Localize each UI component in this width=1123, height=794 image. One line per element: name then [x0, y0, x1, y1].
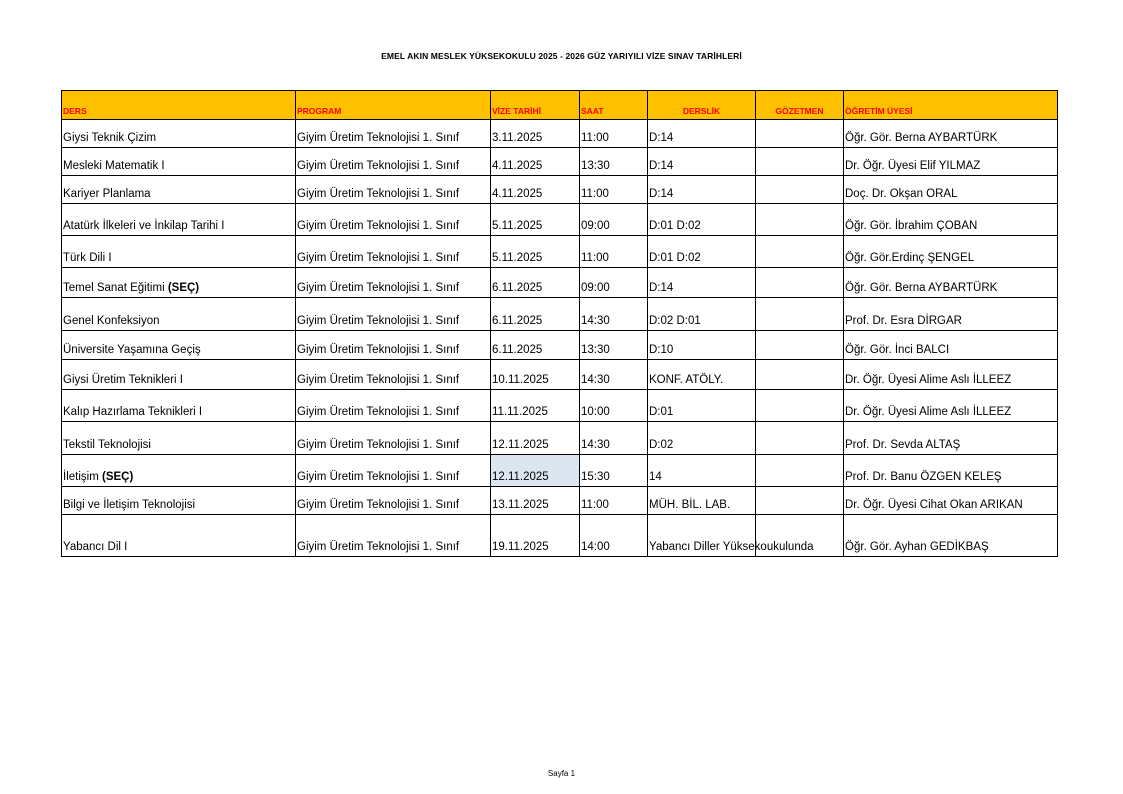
header-ders: DERS	[62, 91, 296, 120]
cell-program: Giyim Üretim Teknolojisi 1. Sınıf	[296, 268, 491, 298]
cell-gozetmen	[756, 298, 844, 331]
page-footer: Sayfa 1	[547, 769, 576, 778]
ders-text: Giysi Üretim Teknikleri I	[63, 374, 183, 386]
cell-ogretim: Öğr. Gör. Berna AYBARTÜRK	[844, 268, 1058, 298]
cell-saat: 14:30	[580, 298, 648, 331]
cell-ders	[62, 331, 296, 360]
header-row	[62, 91, 1058, 120]
cell-ders	[62, 455, 296, 487]
sec-marker: (SEÇ)	[101, 471, 134, 483]
cell-saat: 13:30	[580, 148, 648, 176]
cell-program: Giyim Üretim Teknolojisi 1. Sınıf	[296, 298, 491, 331]
cell-ogretim: Öğr. Gör. Berna AYBARTÜRK	[844, 120, 1058, 148]
cell-gozetmen	[756, 204, 844, 236]
cell-tarih: 6.11.2025	[491, 331, 580, 360]
table-row	[62, 515, 1058, 557]
ders-text: Temel Sanat Eğitimi	[63, 282, 168, 294]
cell-saat: 14:30	[580, 360, 648, 390]
cell-saat: 11:00	[580, 176, 648, 204]
header-vize-tarihi: VİZE TARİHİ	[491, 91, 580, 120]
cell-tarih: 4.11.2025	[491, 176, 580, 204]
table-row	[62, 236, 1058, 268]
cell-saat: 09:00	[580, 268, 648, 298]
cell-tarih: 11.11.2025	[491, 390, 580, 422]
cell-ders	[62, 236, 296, 268]
cell-program: Giyim Üretim Teknolojisi 1. Sınıf	[296, 148, 491, 176]
ders-text: Bilgi ve İletişim Teknolojisi	[63, 499, 196, 511]
cell-tarih: 6.11.2025	[491, 268, 580, 298]
cell-derslik: D:14	[648, 148, 756, 176]
cell-tarih: 10.11.2025	[491, 360, 580, 390]
cell-gozetmen	[756, 422, 844, 455]
cell-program: Giyim Üretim Teknolojisi 1. Sınıf	[296, 176, 491, 204]
ders-text: Üniversite Yaşamına Geçiş	[63, 344, 201, 356]
cell-program: Giyim Üretim Teknolojisi 1. Sınıf	[296, 487, 491, 515]
ders-text: Mesleki Matematik I	[63, 160, 165, 172]
cell-gozetmen	[756, 390, 844, 422]
cell-derslik: Yabancı Diller Yüksekoukulunda	[648, 515, 756, 557]
cell-ogretim: Dr. Öğr. Üyesi Elif YILMAZ	[844, 148, 1058, 176]
cell-derslik: D:02 D:01	[648, 298, 756, 331]
cell-saat: 14:30	[580, 422, 648, 455]
cell-ders	[62, 176, 296, 204]
cell-saat: 15:30	[580, 455, 648, 487]
ders-text: Kariyer Planlama	[63, 188, 151, 200]
cell-program: Giyim Üretim Teknolojisi 1. Sınıf	[296, 331, 491, 360]
sec-marker: (SEÇ)	[167, 282, 200, 294]
cell-derslik: MÜH. BİL. LAB.	[648, 487, 756, 515]
cell-ders	[62, 268, 296, 298]
cell-gozetmen	[756, 487, 844, 515]
cell-program: Giyim Üretim Teknolojisi 1. Sınıf	[296, 120, 491, 148]
cell-tarih-highlighted: 12.11.2025	[491, 455, 580, 487]
cell-program: Giyim Üretim Teknolojisi 1. Sınıf	[296, 515, 491, 557]
cell-gozetmen	[756, 148, 844, 176]
cell-ders	[62, 204, 296, 236]
cell-ders	[62, 390, 296, 422]
table-row	[62, 148, 1058, 176]
cell-ogretim: Öğr. Gör. İnci BALCI	[844, 331, 1058, 360]
cell-saat: 09:00	[580, 204, 648, 236]
cell-saat: 11:00	[580, 487, 648, 515]
cell-tarih: 6.11.2025	[491, 298, 580, 331]
table-row	[62, 487, 1058, 515]
cell-derslik: D:14	[648, 120, 756, 148]
ders-text: Genel Konfeksiyon	[63, 315, 160, 327]
table-row	[62, 455, 1058, 487]
ders-text: Atatürk İlkeleri ve İnkilap Tarihi I	[63, 220, 225, 232]
ders-text: Tekstil Teknolojisi	[63, 439, 151, 451]
cell-saat: 13:30	[580, 331, 648, 360]
cell-ogretim: Dr. Öğr. Üyesi Alime Aslı İLLEEZ	[844, 390, 1058, 422]
cell-saat: 14:00	[580, 515, 648, 557]
ders-text: Türk Dili I	[63, 252, 112, 264]
table-row	[62, 268, 1058, 298]
cell-derslik: D:02	[648, 422, 756, 455]
ders-text: İletişim	[63, 471, 102, 483]
header-gozetmen: GÖZETMEN	[756, 91, 844, 120]
document-title: EMEL AKIN MESLEK YÜKSEKOKULU 2025 - 2026 GÜZ YARIYILI VİZE SINAV TARİHLERİ	[381, 51, 742, 61]
cell-ders	[62, 120, 296, 148]
cell-tarih: 3.11.2025	[491, 120, 580, 148]
cell-derslik: D:14	[648, 268, 756, 298]
cell-ogretim: Dr. Öğr. Üyesi Cihat Okan ARIKAN	[844, 487, 1058, 515]
cell-tarih: 5.11.2025	[491, 236, 580, 268]
cell-gozetmen	[756, 176, 844, 204]
cell-ders	[62, 148, 296, 176]
table-row	[62, 360, 1058, 390]
cell-derslik: D:10	[648, 331, 756, 360]
cell-gozetmen	[756, 331, 844, 360]
cell-gozetmen	[756, 120, 844, 148]
cell-derslik: D:01 D:02	[648, 204, 756, 236]
cell-gozetmen	[756, 268, 844, 298]
cell-ogretim: Prof. Dr. Sevda ALTAŞ	[844, 422, 1058, 455]
cell-program: Giyim Üretim Teknolojisi 1. Sınıf	[296, 390, 491, 422]
ders-text: Kalıp Hazırlama Teknikleri I	[63, 406, 203, 418]
cell-ogretim: Prof. Dr. Banu ÖZGEN KELEŞ	[844, 455, 1058, 487]
cell-derslik: D:01	[648, 390, 756, 422]
table-row	[62, 331, 1058, 360]
cell-tarih: 13.11.2025	[491, 487, 580, 515]
ders-text: Yabancı Dil I	[63, 541, 128, 553]
header-saat: SAAT	[580, 91, 648, 120]
cell-ders	[62, 360, 296, 390]
cell-gozetmen	[756, 236, 844, 268]
cell-saat: 11:00	[580, 236, 648, 268]
cell-ogretim: Öğr. Gör. Ayhan GEDİKBAŞ	[844, 515, 1058, 557]
cell-tarih: 19.11.2025	[491, 515, 580, 557]
header-program: PROGRAM	[296, 91, 491, 120]
cell-program: Giyim Üretim Teknolojisi 1. Sınıf	[296, 422, 491, 455]
cell-derslik: KONF. ATÖLY.	[648, 360, 756, 390]
cell-ders	[62, 298, 296, 331]
table-row	[62, 176, 1058, 204]
table-row	[62, 390, 1058, 422]
cell-program: Giyim Üretim Teknolojisi 1. Sınıf	[296, 455, 491, 487]
cell-ogretim: Prof. Dr. Esra DİRGAR	[844, 298, 1058, 331]
cell-ders	[62, 487, 296, 515]
cell-ogretim: Dr. Öğr. Üyesi Alime Aslı İLLEEZ	[844, 360, 1058, 390]
cell-ogretim: Doç. Dr. Okşan ORAL	[844, 176, 1058, 204]
header-derslik: DERSLİK	[648, 91, 756, 120]
table-row	[62, 120, 1058, 148]
table-row	[62, 422, 1058, 455]
cell-saat: 10:00	[580, 390, 648, 422]
cell-ders	[62, 422, 296, 455]
cell-gozetmen	[756, 360, 844, 390]
cell-ders	[62, 515, 296, 557]
cell-program: Giyim Üretim Teknolojisi 1. Sınıf	[296, 236, 491, 268]
cell-derslik: D:14	[648, 176, 756, 204]
cell-saat: 11:00	[580, 120, 648, 148]
table-row	[62, 298, 1058, 331]
table-row	[62, 204, 1058, 236]
header-ogretim-uyesi: ÖĞRETİM ÜYESİ	[844, 91, 1058, 120]
exam-schedule-table	[61, 90, 1058, 557]
cell-ogretim: Öğr. Gör.Erdinç ŞENGEL	[844, 236, 1058, 268]
cell-tarih: 12.11.2025	[491, 422, 580, 455]
cell-derslik: 14	[648, 455, 756, 487]
ders-text: Giysi Teknik Çizim	[63, 132, 157, 144]
cell-program: Giyim Üretim Teknolojisi 1. Sınıf	[296, 360, 491, 390]
cell-derslik: D:01 D:02	[648, 236, 756, 268]
cell-tarih: 5.11.2025	[491, 204, 580, 236]
cell-ogretim: Öğr. Gör. İbrahim ÇOBAN	[844, 204, 1058, 236]
cell-gozetmen	[756, 455, 844, 487]
cell-tarih: 4.11.2025	[491, 148, 580, 176]
cell-program: Giyim Üretim Teknolojisi 1. Sınıf	[296, 204, 491, 236]
